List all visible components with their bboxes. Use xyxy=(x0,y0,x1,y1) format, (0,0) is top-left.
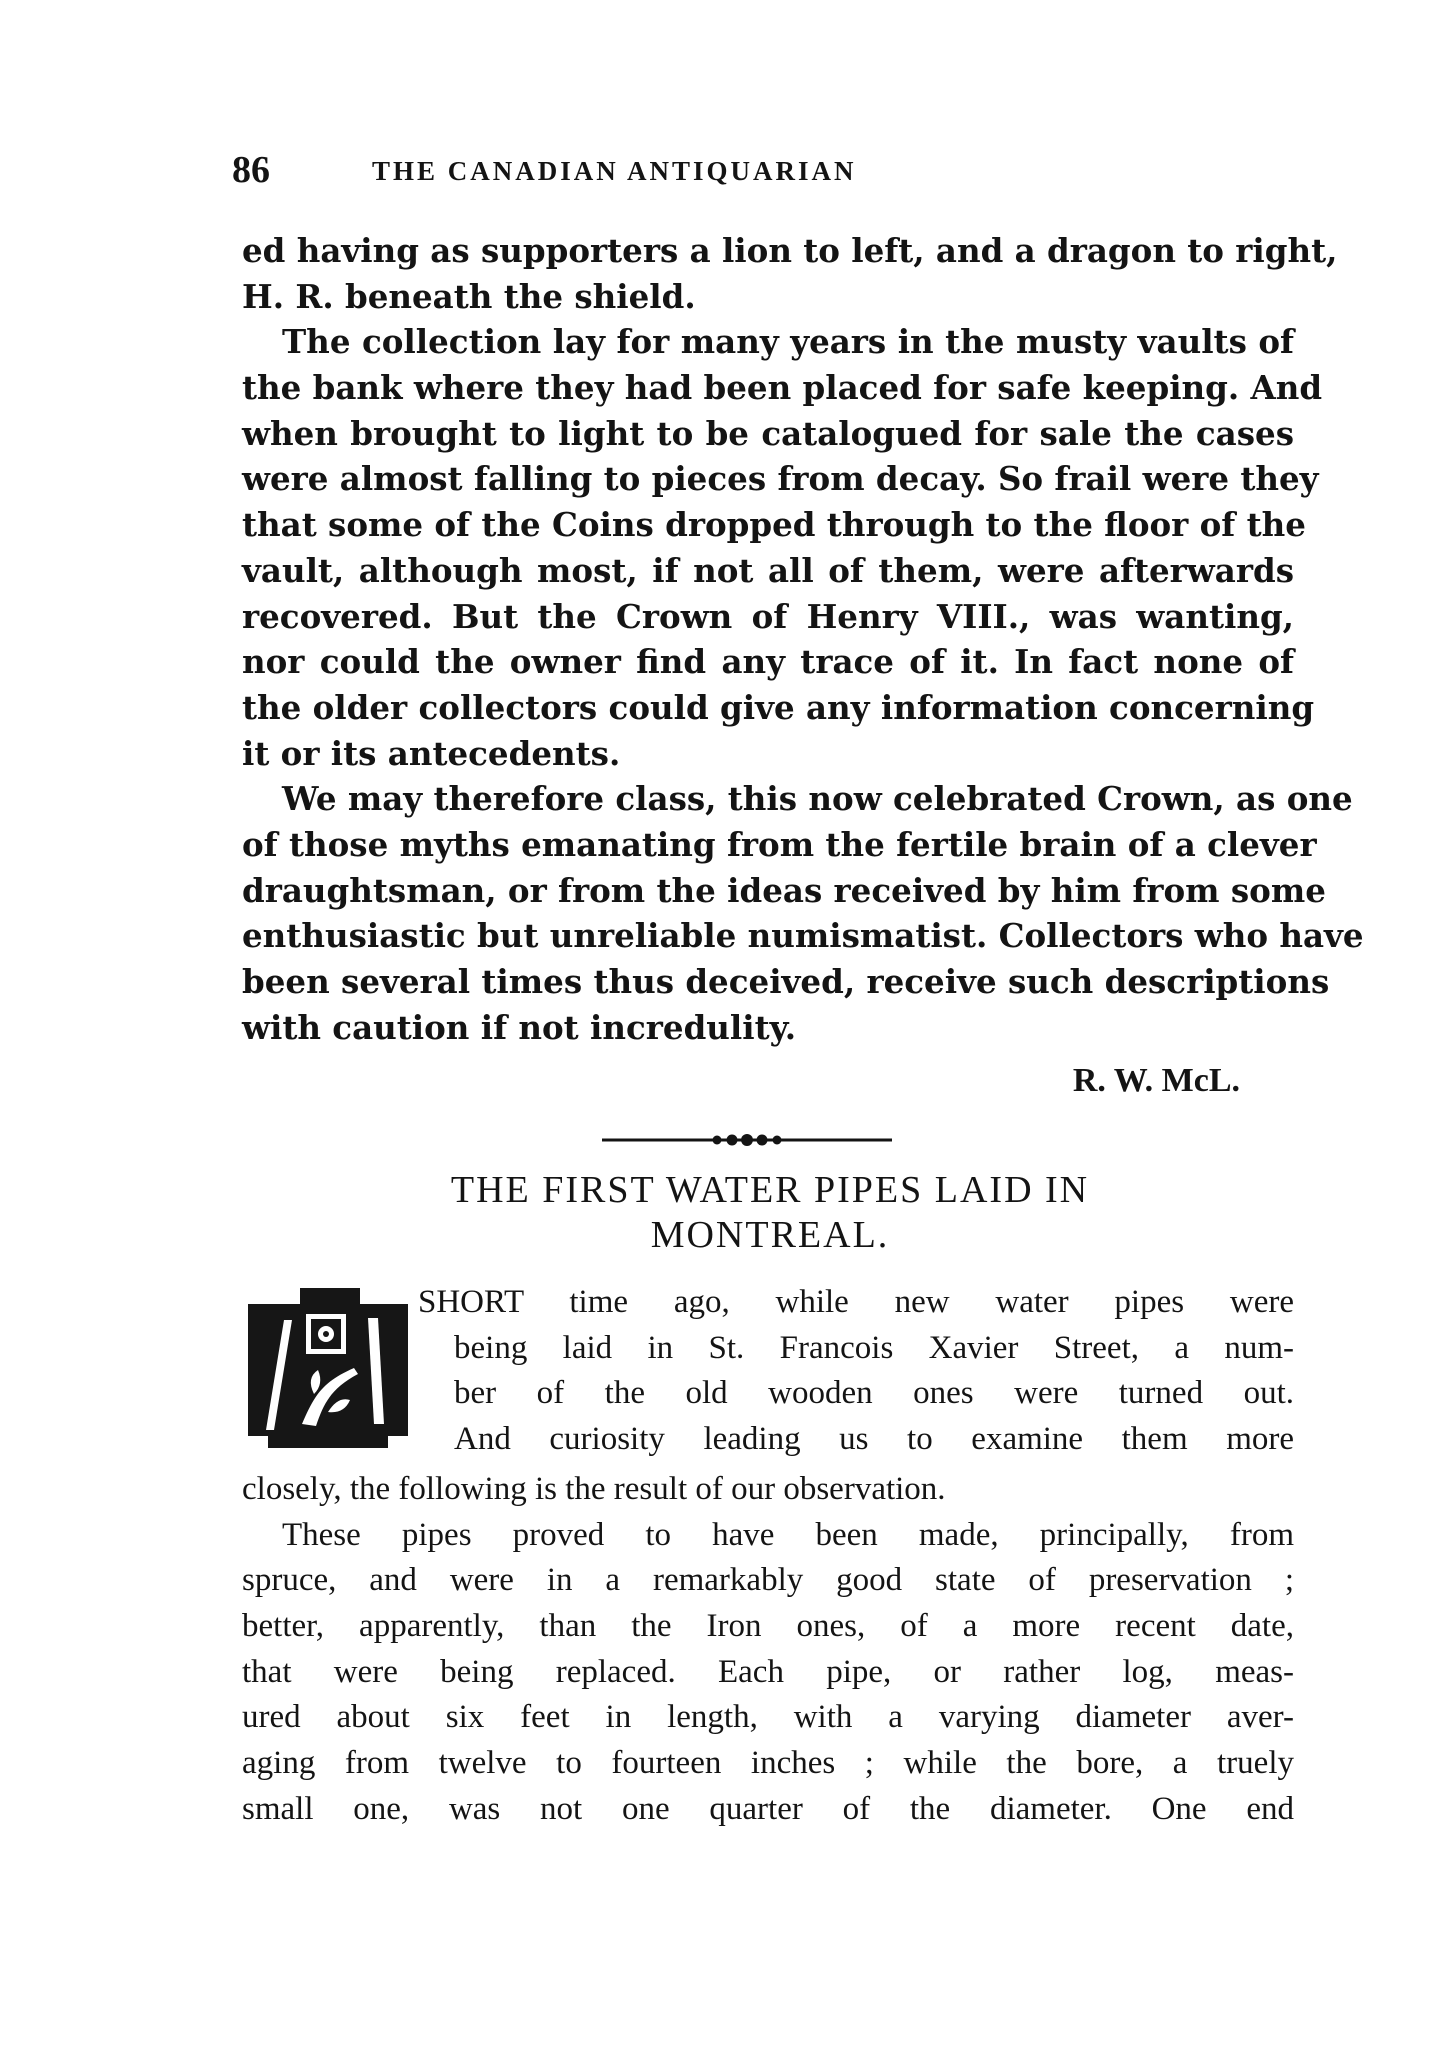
text-line: ed having as supporters a lion to left, and a dragon to right, xyxy=(242,231,1338,270)
text-line: that some of the Coins dropped through to the floor of the xyxy=(242,505,1306,545)
heading-line-1: THE FIRST WATER PIPES LAID IN xyxy=(450,1169,1090,1211)
text-line: nor could the owner find any trace of it. In fact none of xyxy=(242,642,1294,682)
article-heading xyxy=(250,1168,1290,1258)
text-line: that were being replaced. Each pipe, or rather log, meas- xyxy=(242,1653,1294,1690)
intro-line: And curiosity leading us to examine them more xyxy=(454,1421,1294,1458)
journal-title: THE CANADIAN ANTIQUARIAN xyxy=(372,156,857,186)
section-divider-ornament xyxy=(602,1130,892,1150)
article-intro xyxy=(242,1280,1294,1463)
text-line: H. R. beneath the shield. xyxy=(242,276,696,316)
text-line: aging from twelve to fourteen inches ; while the bore, a truely xyxy=(242,1745,1294,1782)
text-line: ured about six feet in length, with a varying diameter aver- xyxy=(242,1699,1294,1736)
article-body-1 xyxy=(242,228,1364,1050)
text-line: were almost falling to pieces from decay. So frail were they xyxy=(242,459,1319,499)
running-head xyxy=(232,148,1072,208)
text-line: vault, although most, if not all of them, were afterwards xyxy=(242,550,1294,590)
text-line: it or its antecedents. xyxy=(242,733,621,773)
heading-line-2: MONTREAL. xyxy=(650,1214,890,1256)
author-signature: R. W. McL. xyxy=(1072,1062,1240,1099)
text-line: These pipes proved to have been made, principally, from xyxy=(282,1516,1294,1553)
text-line: closely, the following is the result of our observation. xyxy=(242,1471,946,1507)
intro-line: ber of the old wooden ones were turned out. xyxy=(454,1375,1294,1412)
text-line: with caution if not incredulity. xyxy=(242,1007,797,1047)
text-line: The collection lay for many years in the musty vaults of xyxy=(282,322,1294,362)
text-line: We may therefore class, this now celebrated Crown, as one xyxy=(282,779,1353,819)
text-line: better, apparently, than the Iron ones, of a more recent date, xyxy=(242,1608,1294,1645)
article-body-2 xyxy=(242,1467,1294,1833)
intro-line: being laid in St. Francois Xavier Street, a num- xyxy=(454,1329,1294,1366)
text-line: recovered. But the Crown of Henry VIII., was wanting, xyxy=(242,596,1294,636)
text-line: of those myths emanating from the fertile brain of a clever xyxy=(242,824,1317,864)
intro-line: SHORT time ago, while new water pipes were xyxy=(418,1284,1294,1320)
text-line: when brought to light to be catalogued for sale the cases xyxy=(242,413,1294,453)
text-line: the bank where they had been placed for safe keeping. And xyxy=(242,368,1323,408)
text-line: been several times thus deceived, receive such descriptions xyxy=(242,962,1330,1001)
text-line: spruce, and were in a remarkably good state of preservation ; xyxy=(242,1562,1294,1599)
text-line: enthusiastic but unreliable numismatist. Collectors who have xyxy=(242,916,1364,956)
text-line: draughtsman, or from the ideas received by him from some xyxy=(242,870,1326,910)
text-line: the older collectors could give any information concerning xyxy=(242,687,1315,727)
text-line: small one, was not one quarter of the diameter. One end xyxy=(242,1790,1294,1827)
page-number: 86 xyxy=(232,149,270,191)
